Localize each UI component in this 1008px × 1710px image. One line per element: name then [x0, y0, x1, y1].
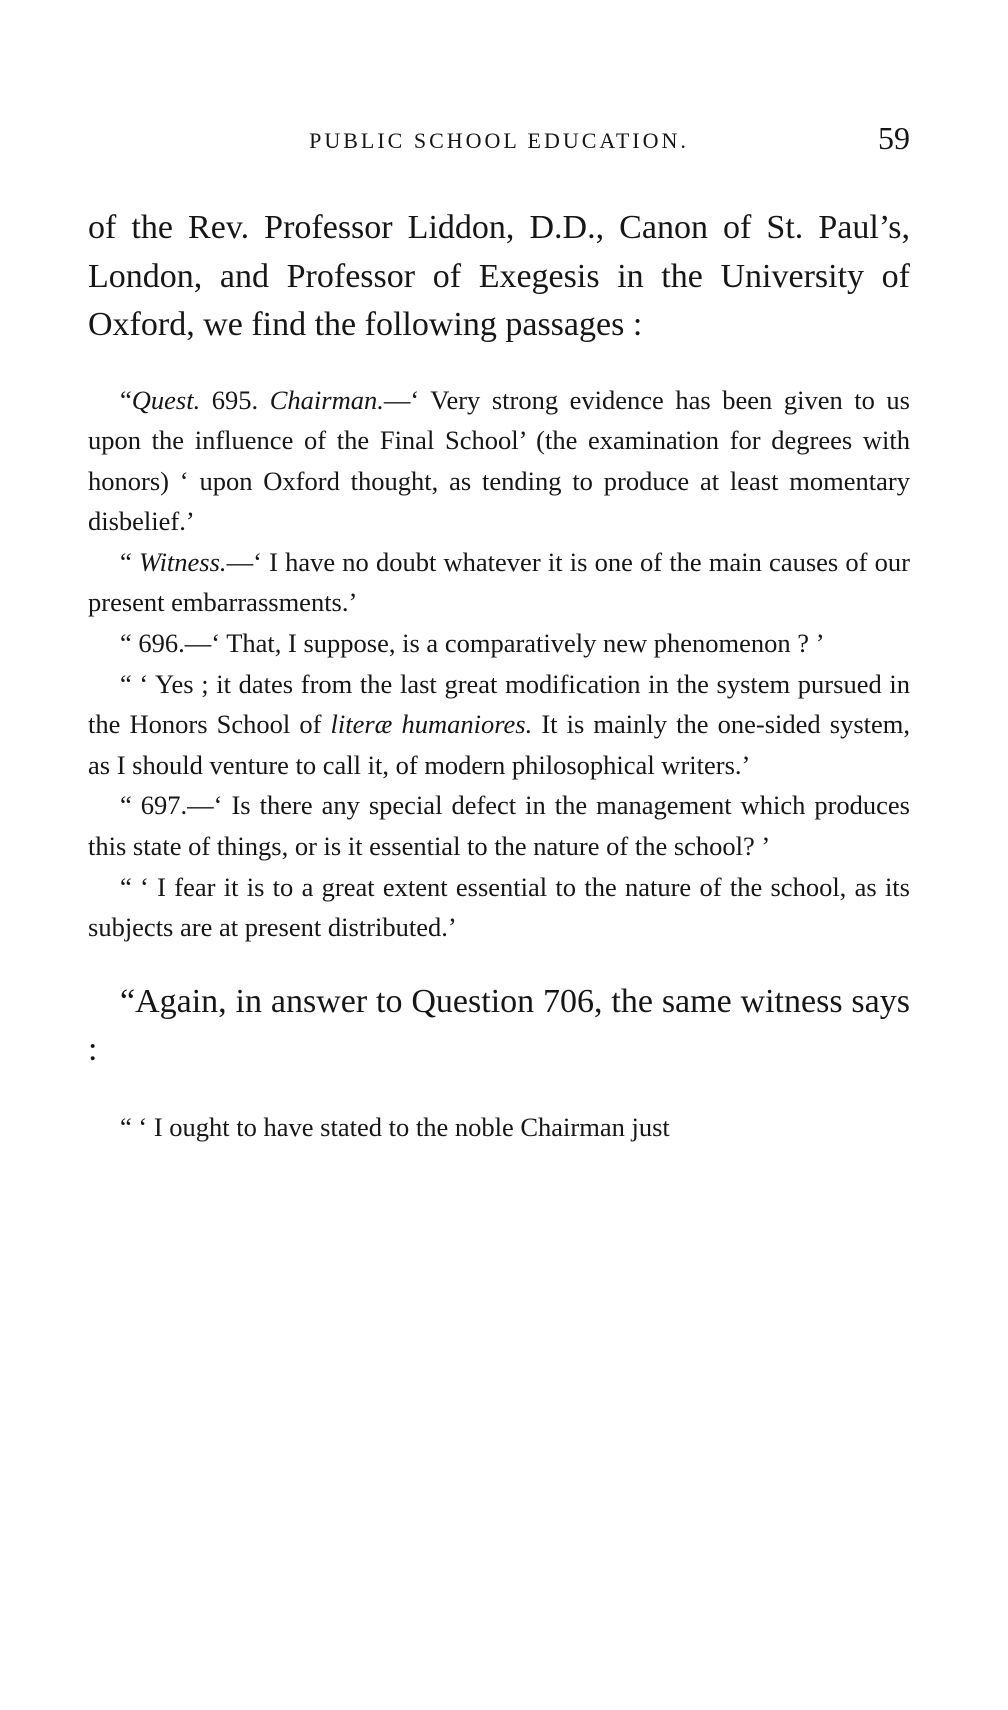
question-696-paragraph: “ 696.—‘ That, I suppose, is a comparatively new phenomenon ? ’: [120, 628, 825, 659]
answer-text-end: It is mainly the one-sided system, as I should venture to call it, of modern philosophical writers.’: [88, 709, 910, 780]
body-text: [88, 204, 910, 1147]
witness-answer-paragraph: [88, 542, 910, 623]
answer-696-paragraph: [88, 664, 910, 786]
witness-label: Witness.: [138, 546, 227, 577]
chairman-label: Chairman.: [269, 384, 384, 415]
question-number: 695.: [200, 384, 270, 415]
again-paragraph: “Again, in answer to Question 706, the same witness says :: [88, 982, 910, 1069]
intro-paragraph: of the Rev. Professor Liddon, D.D., Canon of St. Paul’s, London, and Professor of Exegesis in the University of Oxford, we find the following passages :: [88, 209, 910, 343]
page-header: [88, 118, 910, 162]
question-695-paragraph: [88, 380, 910, 542]
final-paragraph: “ ‘ I ought to have stated to the noble Chairman just: [120, 1111, 670, 1142]
question-697-paragraph: “ 697.—‘ Is there any special defect in the management which produces this state of things, or is it essential to the nature of the school? ’: [88, 790, 910, 862]
question-text: —‘ Very strong evidence has been given to us upon the influence of the Final School’ (the examination for degrees with honors) ‘ upon Oxford thought, as tending to produce at least momentary disbelief.’: [88, 384, 910, 537]
answer-text: —‘ I have no doubt whatever it is one of the main causes of our present embarrassments.’: [88, 546, 910, 618]
quest-label: Quest.: [131, 384, 201, 415]
open-quote: “: [120, 546, 139, 577]
open-quote: “: [120, 384, 132, 415]
page-number: 59: [878, 120, 910, 156]
answer-697-paragraph: “ ‘ I fear it is to a great extent essential to the nature of the school, as its subjects are at present distributed.’: [88, 871, 910, 943]
answer-text-start: “ ‘ Yes ; it dates from the last great modification in the system pursued in the Honors School of: [88, 668, 910, 740]
latin-phrase: literæ humaniores.: [330, 709, 533, 740]
running-title: PUBLIC SCHOOL EDUCATION.: [309, 128, 689, 153]
